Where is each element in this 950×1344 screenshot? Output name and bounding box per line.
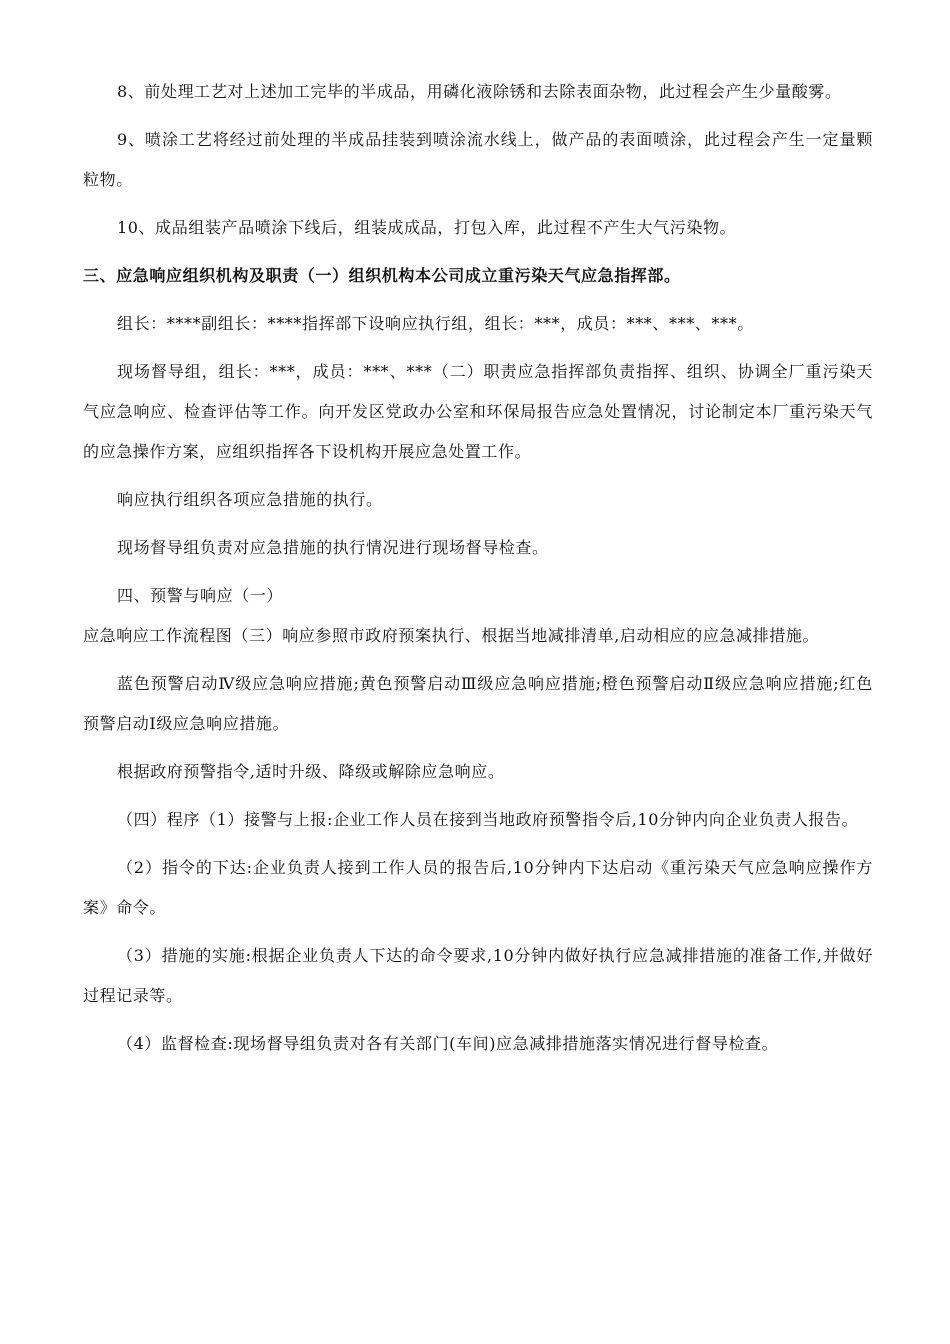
paragraph-step-3: （3）措施的实施:根据企业负责人下达的命令要求,10分钟内做好执行应急减排措施的准备工作,并做好过程记录等。 bbox=[83, 946, 873, 1005]
paragraph-leaders: 组长：****副组长：****指挥部下设响应执行组，组长：***，成员：***、***、***。 bbox=[117, 314, 754, 333]
paragraph-step-4: （4）监督检查:现场督导组负责对各有关部门(车间)应急减排措施落实情况进行督导检查。 bbox=[117, 1034, 779, 1053]
paragraph-item-8: 8、前处理工艺对上述加工完毕的半成品，用磷化液除锈和去除表面杂物，此过程会产生少量酸雾。 bbox=[117, 82, 842, 101]
paragraph-step-1: （四）程序（1）接警与上报:企业工作人员在接到当地政府预警指令后,10分钟内向企业负责人报告。 bbox=[117, 810, 859, 829]
paragraph-step-2: （2）指令的下达:企业负责人接到工作人员的报告后,10分钟内下达启动《重污染天气应急响应操作方案》命令。 bbox=[83, 858, 873, 917]
paragraph-supervision-duty: 现场督导组负责对应急措施的执行情况进行现场督导检查。 bbox=[117, 538, 549, 557]
document-page bbox=[83, 72, 873, 1072]
paragraph-flowchart: 应急响应工作流程图（三）响应参照市政府预案执行、根据当地减排清单,启动相应的应急减排措施。 bbox=[83, 626, 820, 645]
paragraph-warning-levels: 蓝色预警启动Ⅳ级应急响应措施;黄色预警启动Ⅲ级应急响应措施;橙色预警启动Ⅱ级应急响应措施;红色预警启动Ⅰ级应急响应措施。 bbox=[83, 674, 873, 733]
paragraph-supervision-group: 现场督导组，组长：***，成员：***、***（二）职责应急指挥部负责指挥、组织、协调全厂重污染天气应急响应、检查评估等工作。向开发区党政办公室和环保局报告应急处置情况，讨论制定本厂重污染天气的应急操作方案，应组织指挥各下设机构开展应急处置工作。 bbox=[83, 362, 873, 461]
paragraph-execution-group: 响应执行组织各项应急措施的执行。 bbox=[117, 490, 383, 509]
paragraph-item-10: 10、成品组装产品喷涂下线后，组装成成品，打包入库，此过程不产生大气污染物。 bbox=[117, 218, 737, 237]
section-heading-3: 三、应急响应组织机构及职责（一）组织机构本公司成立重污染天气应急指挥部。 bbox=[83, 266, 681, 285]
section-heading-4: 四、预警与响应（一） bbox=[117, 586, 284, 605]
paragraph-adjust: 根据政府预警指令,适时升级、降级或解除应急响应。 bbox=[117, 762, 505, 781]
paragraph-item-9: 9、喷涂工艺将经过前处理的半成品挂装到喷涂流水线上，做产品的表面喷涂，此过程会产生一定量颗粒物。 bbox=[83, 130, 873, 189]
